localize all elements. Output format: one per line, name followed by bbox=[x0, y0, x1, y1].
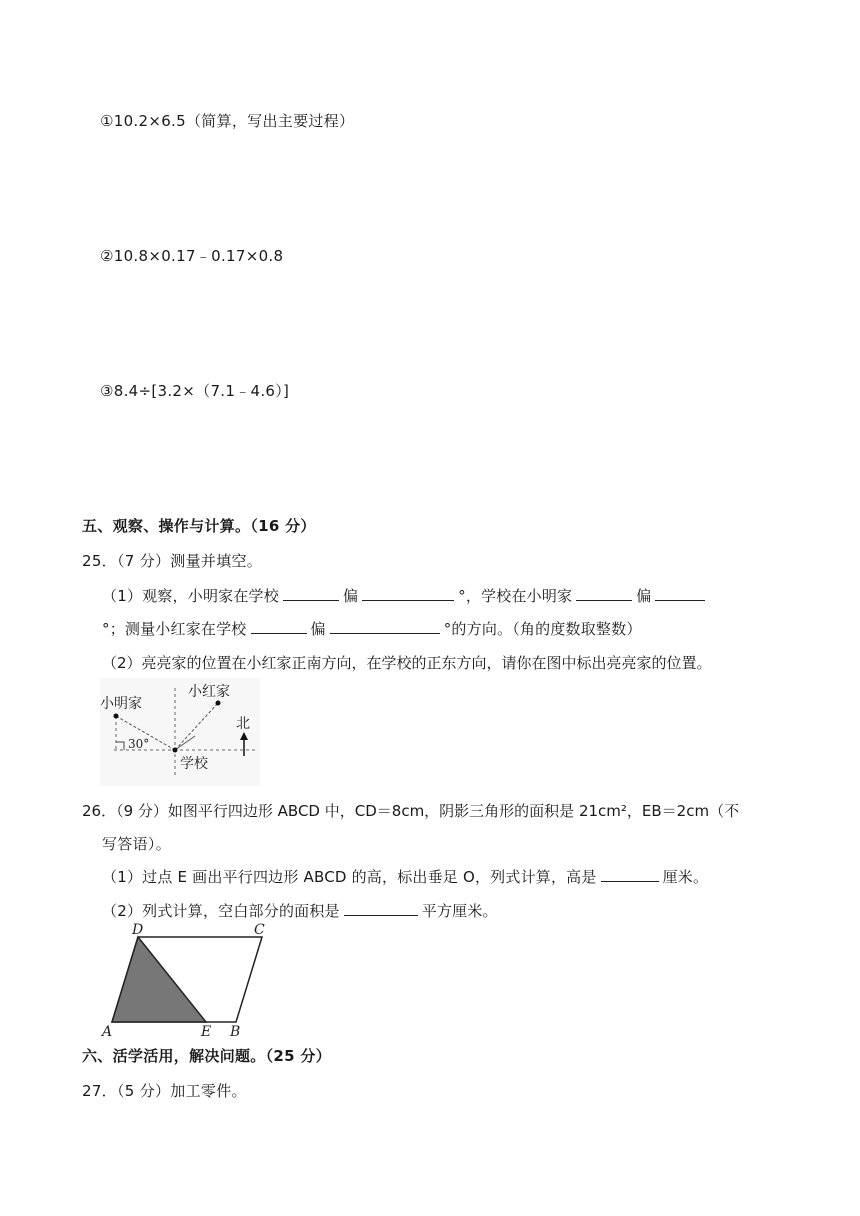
label-angle: 30° bbox=[128, 737, 150, 751]
blank-angle-2[interactable] bbox=[655, 585, 705, 601]
blank-angle-3[interactable] bbox=[330, 618, 440, 634]
label-b: B bbox=[230, 1024, 241, 1040]
q25-sub1-pian1: 偏 bbox=[342, 587, 359, 605]
problem-3: ③8.4÷[3.2×（7.1﹣4.6）] bbox=[100, 382, 290, 400]
q26-sub2 bbox=[102, 900, 498, 921]
label-xiaohong: 小红家 bbox=[188, 684, 230, 700]
q25-sub1-line2 bbox=[102, 618, 642, 639]
q25-sub1-line1 bbox=[102, 585, 709, 606]
q25-sub1-pian2: 偏 bbox=[636, 587, 652, 605]
blank-angle-1[interactable] bbox=[362, 585, 454, 601]
q25-sub1-end: °的方向。（角的度数取整数） bbox=[443, 620, 642, 638]
section6-heading: 六、活学活用，解决问题。（25 分） bbox=[82, 1047, 331, 1065]
label-a: A bbox=[102, 1024, 113, 1040]
q26-sub1 bbox=[102, 866, 708, 887]
blank-direction-2[interactable] bbox=[576, 585, 632, 601]
q25-sub1-deg1: °，学校在小明家 bbox=[458, 587, 573, 605]
q25-sub1-text-a: （1）观察，小明家在学校 bbox=[102, 587, 279, 605]
q26-line1: 26．（9 分）如图平行四边形 ABCD 中，CD＝8cm，阴影三角形的面积是 21cm²，EB＝2cm（不 bbox=[82, 802, 740, 820]
blank-area[interactable] bbox=[344, 900, 418, 916]
direction-map bbox=[100, 678, 260, 786]
xiaoming-point bbox=[114, 714, 119, 719]
q26-line2: 写答语）。 bbox=[102, 835, 172, 853]
q26-sub1-unit: 厘米。 bbox=[662, 868, 709, 886]
label-north: 北 bbox=[236, 716, 250, 732]
q26-sub2-unit: 平方厘米。 bbox=[421, 902, 498, 920]
label-xiaoming: 小明家 bbox=[100, 696, 142, 712]
q25-sub2: （2）亮亮家的位置在小红家正南方向，在学校的正东方向，请你在图中标出亮亮家的位置。 bbox=[102, 654, 712, 672]
blank-height[interactable] bbox=[601, 866, 659, 882]
section5-heading: 五、观察、操作与计算。（16 分） bbox=[82, 517, 316, 535]
q25-sub1-pian3: 偏 bbox=[310, 620, 326, 638]
parallelogram-figure bbox=[96, 922, 276, 1040]
label-school: 学校 bbox=[180, 756, 208, 772]
shaded-triangle bbox=[112, 937, 206, 1022]
school-point bbox=[173, 748, 178, 753]
label-e: E bbox=[201, 1024, 212, 1040]
q26-sub2-text: （2）列式计算，空白部分的面积是 bbox=[102, 902, 340, 920]
label-d: D bbox=[132, 922, 144, 938]
label-c: C bbox=[254, 922, 265, 938]
q27-header: 27．（5 分）加工零件。 bbox=[82, 1082, 247, 1100]
q26-sub1-text: （1）过点 E 画出平行四边形 ABCD 的高，标出垂足 O，列式计算，高是 bbox=[102, 868, 597, 886]
problem-2: ②10.8×0.17﹣0.17×0.8 bbox=[100, 247, 284, 265]
q25-sub1-deg2: °；测量小红家在学校 bbox=[102, 620, 247, 638]
blank-direction-1[interactable] bbox=[283, 585, 339, 601]
blank-direction-3[interactable] bbox=[251, 618, 307, 634]
q25-header: 25．（7 分）测量并填空。 bbox=[82, 552, 263, 570]
xiaohong-point bbox=[216, 701, 221, 706]
problem-1: ①10.2×6.5（简算，写出主要过程） bbox=[100, 112, 355, 130]
